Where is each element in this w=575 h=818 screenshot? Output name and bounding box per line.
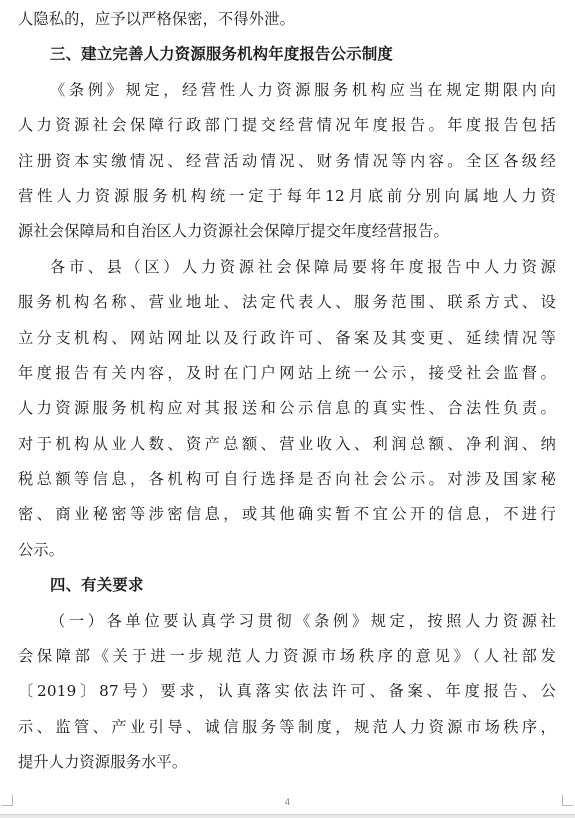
document-body bbox=[18, 2, 556, 781]
paragraph-line: 密、商业秘密等涉密信息，或其他确实暂不宜公开的信息，不进行 bbox=[18, 505, 556, 524]
paragraph-line: 〔2019〕87号）要求，认真落实依法许可、备案、年度报告、公 bbox=[18, 682, 556, 701]
paragraph-line: 人隐私的，应予以严格保密，不得外泄。 bbox=[18, 10, 295, 28]
page-bottom-edge bbox=[0, 814, 575, 818]
paragraph-line: 人力资源社会保障行政部门提交经营情况年度报告。年度报告包括 bbox=[18, 116, 556, 135]
paragraph-line: 注册资本实缴情况、经营活动情况、财务情况等内容。全区各级经 bbox=[18, 151, 556, 170]
paragraph-line: 源社会保障局和自治区人力资源社会保障厅提交年度经营报告。 bbox=[18, 222, 449, 241]
paragraph-line: 对于机构从业人数、资产总额、营业收入、利润总额、净利润、纳 bbox=[18, 434, 556, 453]
paragraph-line: 立分支机构、网站网址以及行政许可、备案及其变更、延续情况等 bbox=[18, 328, 556, 347]
paragraph-line: 税总额等信息，各机构可自行选择是否向社会公示。对涉及国家秘 bbox=[18, 470, 556, 489]
paragraph-line: 《条例》规定，经营性人力资源服务机构应当在规定期限内向 bbox=[50, 80, 556, 99]
paragraph-line: 服务机构名称、营业地址、法定代表人、服务范围、联系方式、设 bbox=[18, 293, 556, 312]
section-heading-3: 三、建立完善人力资源服务机构年度报告公示制度 bbox=[50, 45, 393, 64]
paragraph-line: 示、监管、产业引导、诚信服务等制度，规范人力资源市场秩序， bbox=[18, 717, 556, 736]
paragraph-line: 公示。 bbox=[18, 540, 65, 559]
paragraph-line: 营性人力资源服务机构统一定于每年12月底前分别向属地人力资 bbox=[18, 186, 556, 205]
paragraph-line: 提升人力资源服务水平。 bbox=[18, 753, 188, 772]
paragraph-line: 人力资源服务机构应对其报送和公示信息的真实性、合法性负责。 bbox=[18, 399, 556, 418]
page-number: 4 bbox=[284, 798, 291, 808]
paragraph-line: 各市、县（区）人力资源社会保障局要将年度报告中人力资源 bbox=[50, 257, 556, 276]
paragraph-line: 年度报告有关内容，及时在门户网站上统一公示，接受社会监督。 bbox=[18, 363, 556, 382]
paragraph-line: 会保障部《关于进一步规范人力资源市场秩序的意见》（人社部发 bbox=[18, 647, 556, 666]
section-heading-4: 四、有关要求 bbox=[50, 576, 144, 595]
paragraph-line: （一）各单位要认真学习贯彻《条例》规定，按照人力资源社 bbox=[50, 611, 556, 630]
